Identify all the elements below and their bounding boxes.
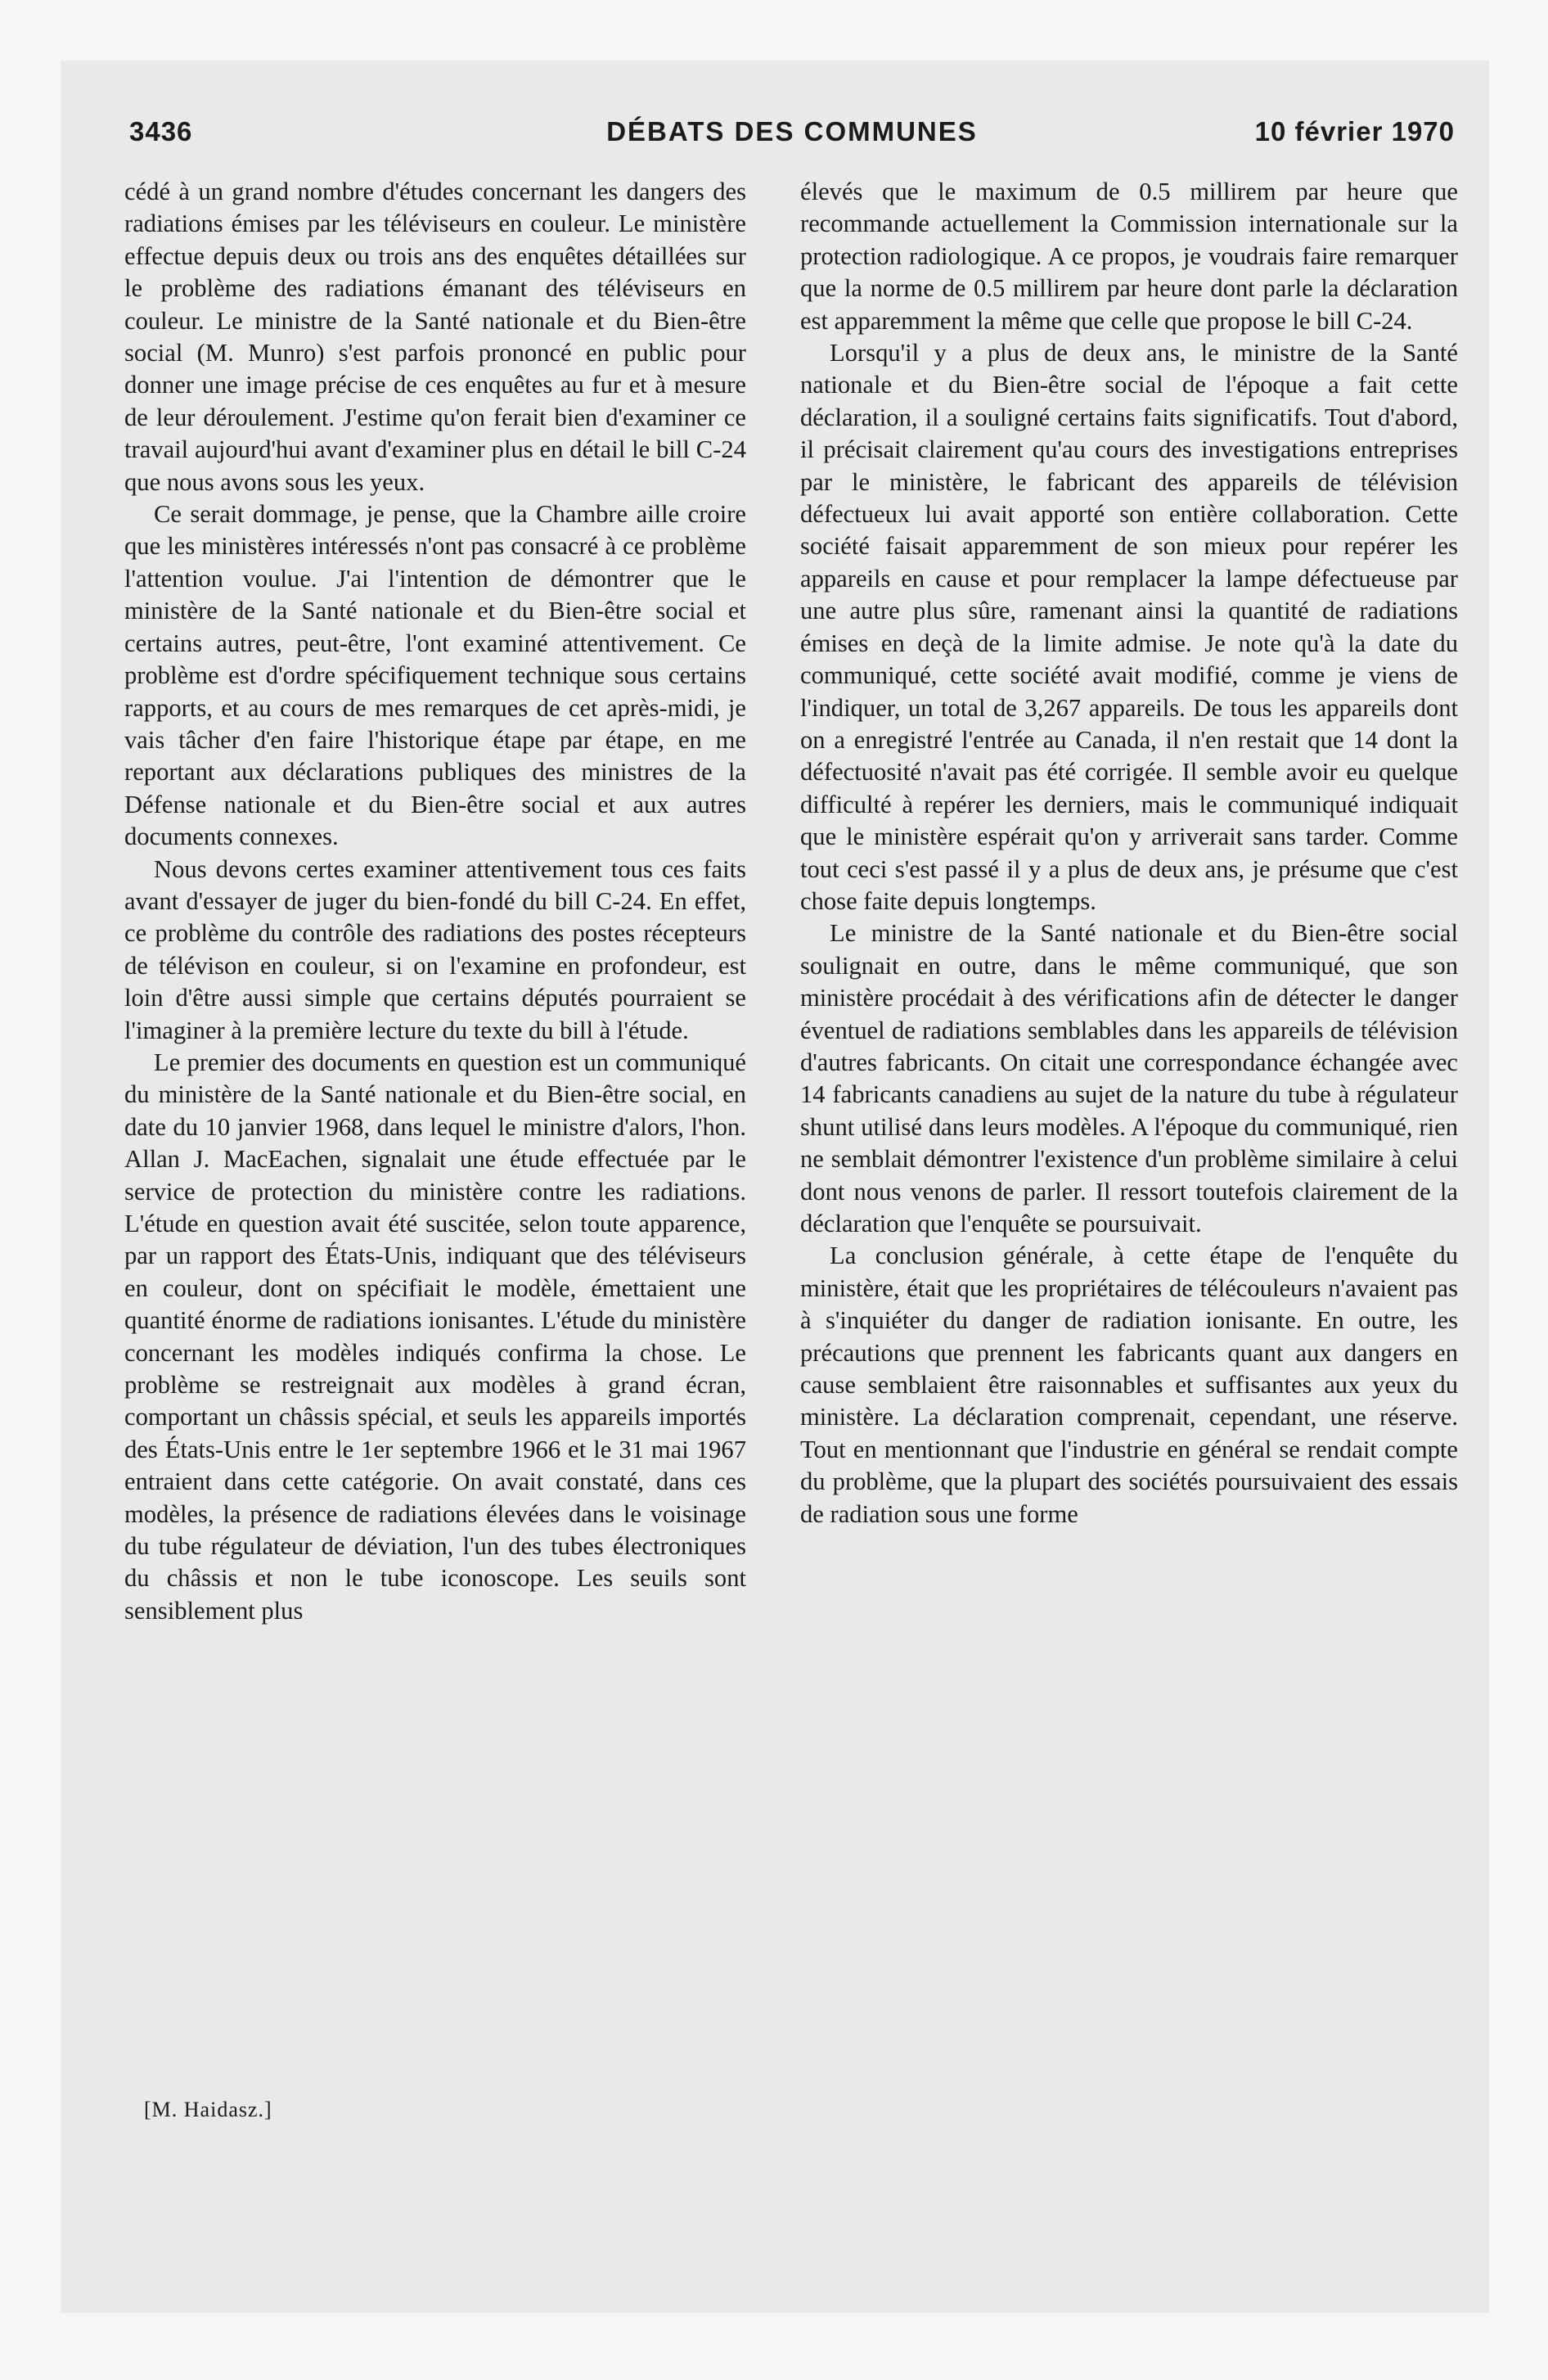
sitting-date: 10 février 1970 xyxy=(1254,116,1455,146)
paragraph: Ce serait dommage, je pense, que la Chambre aille croire que les ministères intéressés n'ont pas consacré à ce problème l'attention voulue. J'ai l'intention de démontrer que le ministère de la Santé nationale et du Bien-être social et certains autres, peut-être, l'ont examiné attentivement. Ce problème est d'ordre spécifiquement technique sous certains rapports, et au cours de mes remarques de cet après-midi, je vais tâcher d'en faire l'historique étape par étape, en me reportant aux déclarations publiques des ministres de la Défense nationale et du Bien-être social et aux autres documents connexes. xyxy=(124,500,746,851)
paragraph: Le premier des documents en question est un communiqué du ministère de la Santé nationale et du Bien-être social, en date du 10 janvier 1968, dans lequel le ministre d'alors, l'hon. Allan J. MacEachen, signalait une étude effectuée par le service de protection du ministère contre les radiations. L'étude en question avait été suscitée, selon toute apparence, par un rapport des États-Unis, indiquant que des téléviseurs en couleur, dont on spécifiait le modèle, émettaient une quantité énorme de radiations ionisantes. L'étude du ministère concernant les modèles indiqués confirma la chose. Le problème se restreignait aux modèles à grand écran, comportant un châssis spécial, et seuls les appareils importés des États-Unis entre le 1er septembre 1966 et le 31 mai 1967 entraient dans cette catégorie. On avait constaté, dans ces modèles, la présence de radiations élevées dans le voisinage du tube régulateur de déviation, l'un des tubes électroniques du châssis et non le tube iconoscope. Les seuils sont sensiblement plus xyxy=(124,1048,746,1625)
paragraph: cédé à un grand nombre d'études concernant les dangers des radiations émises par les téléviseurs en couleur. Le ministère effectue depuis deux ou trois ans des enquêtes détaillées sur le problème des radiations émanant des téléviseurs en couleur. Le ministre de la Santé nationale et du Bien-être social (M. Munro) s'est parfois prononcé en public pour donner une image précise de ces enquêtes au fur et à mesure de leur déroulement. J'estime qu'on ferait bien d'examiner ce travail aujourd'hui avant d'examiner plus en détail le bill C-24 que nous avons sous les yeux. xyxy=(124,178,746,496)
publication-title: DÉBATS DES COMMUNES xyxy=(606,116,978,146)
paragraph: Le ministre de la Santé nationale et du Bien-être social soulignait en outre, dans le même communiqué, que son ministère procédait à des vérifications afin de détecter le danger éventuel de radiations semblables dans les appareils de télévision d'autres fabricants. On citait une correspondance échangée avec 14 fabricants canadiens au sujet de la nature du tube à régulateur shunt utilisé dans leurs modèles. A l'époque du communiqué, rien ne semblait démontrer l'existence d'un problème similaire à celui dont nous venons de parler. Il ressort toutefois clairement de la déclaration que l'enquête se poursuivait. xyxy=(800,919,1458,1237)
paragraph: Lorsqu'il y a plus de deux ans, le ministre de la Santé nationale et du Bien-être social de l'époque a fait cette déclaration, il a souligné certains faits significatifs. Tout d'abord, il précisait clairement qu'au cours des investigations entreprises par le ministère, le fabricant des appareils de télévision défectueux lui avait apporté son entière collaboration. Cette société faisait apparemment de son mieux pour repérer les appareils en cause et pour remplacer la lampe défectueuse par une autre plus sûre, ramenant ainsi la quantité de radiations émises en deçà de la limite admise. Je note qu'à la date du communiqué, cette société avait modifié, comme je viens de l'indiquer, un total de 3,267 appareils. De tous les appareils dont on a enregistré l'entrée au Canada, il n'en restait que 14 dont la défectuosité n'avait pas été corrigée. Il semble avoir eu quelque difficulté à repérer les derniers, mais le communiqué indiquait que le ministère espérait qu'on y arriverait sans tarder. Comme tout ceci s'est passé il y a plus de deux ans, je présume que c'est chose faite depuis longtemps. xyxy=(800,339,1458,915)
paragraph: Nous devons certes examiner attentivement tous ces faits avant d'essayer de juger du bien-fondé du bill C-24. En effet, ce problème du contrôle des radiations des postes récepteurs de télévison en couleur, si on l'examine en profondeur, est loin d'être aussi simple que certains députés pourraient se l'imaginer à la première lecture du texte du bill à l'étude. xyxy=(124,854,746,1044)
page-number: 3436 xyxy=(129,116,193,146)
speaker-attribution: [M. Haidasz.] xyxy=(144,2098,272,2121)
paragraph: élevés que le maximum de 0.5 millirem par heure que recommande actuellement la Commission internationale sur la protection radiologique. A ce propos, je voudrais faire remarquer que la norme de 0.5 millirem par heure dont parle la déclaration est apparemment la même que celle que propose le bill C-24. xyxy=(800,178,1458,335)
right-column xyxy=(800,176,1458,1530)
paragraph: La conclusion générale, à cette étape de l'enquête du ministère, était que les propriétaires de télécouleurs n'avaient pas à s'inquiéter du danger de radiation ionisante. En outre, les précautions que prennent les fabricants quant aux dangers en cause semblaient être raisonnables et suffisantes aux yeux du ministère. La déclaration comprenait, cependant, une réserve. Tout en mentionnant que l'industrie en général se rendait compte du problème, que la plupart des sociétés poursuivaient des essais de radiation sous une forme xyxy=(800,1242,1458,1528)
running-header xyxy=(129,116,1455,157)
left-column xyxy=(124,176,746,1627)
